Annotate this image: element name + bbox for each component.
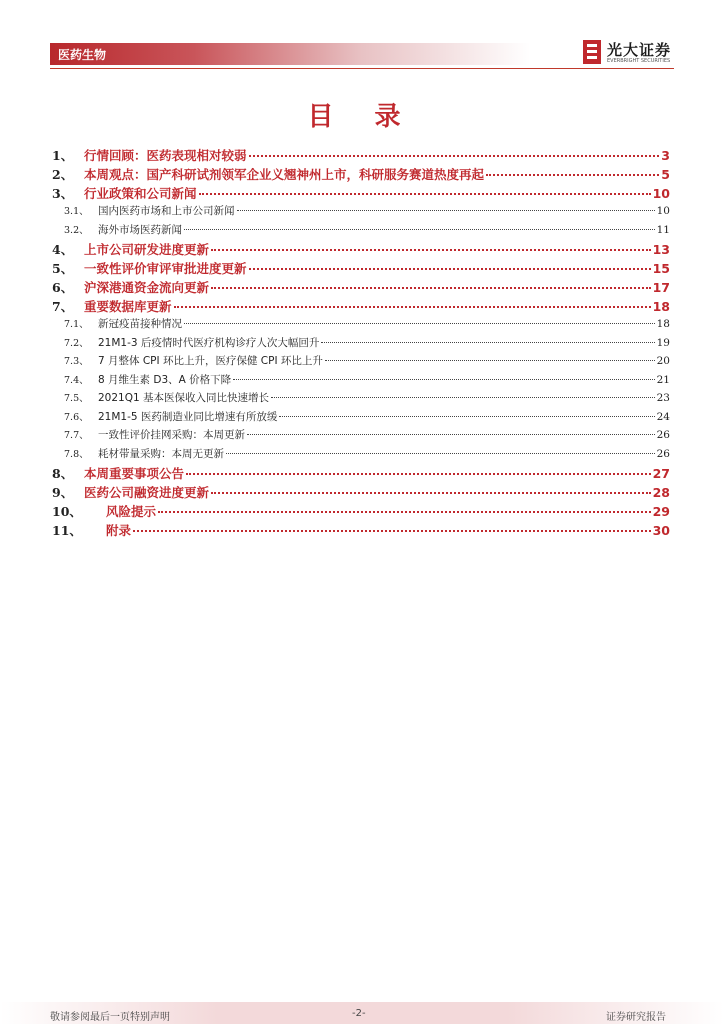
toc-dot-leader [247, 434, 655, 435]
toc-dot-leader [211, 492, 651, 494]
company-logo [583, 38, 683, 68]
toc-entry-number: 7.8、 [64, 448, 89, 460]
logo-subtext: EVERBRIGHT SECURITIES [607, 58, 671, 64]
toc-dot-leader [249, 155, 660, 157]
toc-entry-label: 国内医药市场和上市公司新闻 [98, 205, 235, 217]
toc-dot-leader [271, 397, 655, 398]
toc-entry-number: 3.1、 [64, 206, 89, 217]
toc-entry[interactable] [52, 464, 670, 483]
toc-entry-label: 21M1-3 后疫情时代医疗机构诊疗人次大幅回升 [98, 336, 320, 349]
toc-entry-label: 本周观点：国产科研试剂领军企业义翘神州上市，科研服务赛道热度再起 [84, 167, 485, 182]
section-label: 医药生物 [58, 48, 107, 62]
toc-entry-label: 上市公司研发进度更新 [84, 242, 210, 257]
toc-entry-number: 8、 [52, 466, 74, 481]
toc-entry-number: 11、 [52, 523, 82, 538]
toc-entry[interactable] [52, 297, 670, 316]
toc-entry[interactable] [52, 184, 670, 203]
toc-entry[interactable] [52, 240, 670, 259]
toc-entry-label: 附录 [106, 523, 132, 538]
toc-entry[interactable] [52, 483, 670, 502]
toc-entry-number: 7.3、 [64, 356, 89, 367]
toc-entry[interactable] [52, 335, 670, 354]
footer-disclaimer: 敬请参阅最后一页特别声明 [50, 1012, 170, 1023]
toc-entry-label: 行业政策和公司新闻 [84, 186, 197, 201]
toc-entry-page: 26 [656, 447, 670, 460]
toc-entry-page: 3 [661, 148, 670, 163]
toc-dot-leader [279, 416, 654, 417]
toc-entry[interactable] [52, 259, 670, 278]
toc-entry-label: 耗材带量采购：本周无更新 [98, 447, 224, 460]
toc-dot-leader [237, 210, 655, 211]
toc-entry-page: 30 [652, 523, 670, 538]
toc-dot-leader [158, 511, 651, 513]
footer-report-type: 证券研究报告 [606, 1012, 666, 1023]
toc-entry-page: 18 [656, 318, 670, 330]
toc-entry-page: 15 [652, 261, 670, 276]
toc-entry-number: 7.5、 [64, 393, 89, 404]
toc-entry-number: 5、 [52, 261, 74, 276]
logo-mark-icon [583, 40, 601, 64]
toc-entry-label: 重要数据库更新 [84, 299, 172, 314]
toc-entry-label: 7 月整体 CPI 环比上升，医疗保健 CPI 环比上升 [98, 355, 323, 367]
toc-entry-label: 本周重要事项公告 [84, 466, 185, 481]
toc-dot-leader [486, 174, 659, 176]
toc-entry[interactable] [52, 502, 670, 521]
toc-entry-page: 21 [656, 373, 670, 386]
toc-entry-label: 行情回顾：医药表现相对较弱 [84, 148, 247, 163]
page-number: -2- [352, 1008, 366, 1019]
toc-entry-page: 18 [652, 299, 670, 314]
toc-dot-leader [249, 268, 651, 270]
toc-entry-number: 3、 [52, 186, 74, 201]
toc-entry[interactable] [52, 390, 670, 409]
toc-dot-leader [211, 287, 651, 289]
toc-entry-number: 2、 [52, 167, 74, 182]
toc-entry-number: 7.6、 [64, 411, 89, 423]
toc-entry-label: 沪深港通资金流向更新 [84, 280, 210, 295]
toc-entry-number: 7.7、 [64, 430, 89, 441]
toc-dot-leader [325, 360, 655, 361]
toc-entry-number: 10、 [52, 504, 82, 519]
toc-entry-label: 海外市场医药新闻 [98, 223, 182, 236]
toc-entry-page: 26 [656, 429, 670, 441]
toc-entry-page: 28 [652, 485, 670, 500]
toc-entry-page: 10 [656, 205, 670, 217]
toc-entry-label: 一致性评价审评审批进度更新 [84, 261, 247, 276]
toc-entry-number: 7、 [52, 299, 74, 314]
header-band [50, 43, 530, 65]
toc-dot-leader [226, 453, 655, 454]
toc-entry-number: 7.4、 [64, 374, 89, 386]
toc-entry[interactable] [52, 409, 670, 428]
toc-dot-leader [233, 379, 654, 380]
toc-dot-leader [199, 193, 651, 195]
toc-entry[interactable] [52, 278, 670, 297]
toc-entry-label: 21M1-5 医药制造业同比增速有所放缓 [98, 410, 278, 423]
toc-dot-leader [321, 342, 654, 343]
toc-entry[interactable] [52, 316, 670, 335]
toc-entry-page: 20 [656, 355, 670, 367]
toc-entry-label: 新冠疫苗接种情况 [98, 318, 182, 330]
logo-text: 光大证券 [607, 41, 672, 59]
toc-entry[interactable] [52, 427, 670, 446]
toc-entry[interactable] [52, 521, 670, 540]
toc-entry-page: 27 [652, 466, 670, 481]
toc-entry[interactable] [52, 165, 670, 184]
toc-entry-label: 8 月维生素 D3、A 价格下降 [98, 373, 232, 386]
toc-entry-page: 17 [652, 280, 670, 295]
toc-entry-page: 29 [652, 504, 670, 519]
page-title: 目 录 [307, 102, 417, 132]
toc-entry-number: 7.2、 [64, 337, 89, 349]
toc-entry-page: 11 [656, 223, 670, 236]
toc-entry-label: 医药公司融资进度更新 [84, 485, 210, 500]
toc-entry[interactable] [52, 446, 670, 465]
toc-entry-page: 5 [661, 167, 670, 182]
toc-dot-leader [133, 530, 651, 532]
toc-entry-label: 2021Q1 基本医保收入同比快速增长 [98, 392, 270, 404]
toc-entry-number: 7.1、 [64, 319, 89, 330]
toc-entry-page: 19 [656, 336, 670, 349]
toc-entry-page: 23 [656, 392, 670, 404]
table-of-contents [52, 146, 670, 540]
toc-entry-page: 10 [652, 186, 670, 201]
toc-dot-leader [174, 306, 651, 308]
toc-entry-label: 一致性评价挂网采购：本周更新 [98, 429, 245, 441]
toc-entry[interactable] [52, 372, 670, 391]
toc-entry-number: 3.2、 [64, 224, 89, 236]
toc-entry[interactable] [52, 146, 670, 165]
toc-dot-leader [184, 323, 655, 324]
toc-entry-page: 13 [652, 242, 670, 257]
toc-entry-page: 24 [656, 410, 670, 423]
toc-entry-number: 6、 [52, 280, 74, 295]
toc-entry-number: 1、 [52, 148, 74, 163]
toc-dot-leader [211, 249, 651, 251]
toc-dot-leader [184, 229, 655, 230]
header-divider [50, 68, 674, 69]
toc-entry[interactable] [52, 222, 670, 241]
toc-entry[interactable] [52, 203, 670, 222]
toc-dot-leader [186, 473, 651, 475]
toc-entry-number: 4、 [52, 242, 74, 257]
toc-entry-label: 风险提示 [106, 504, 157, 519]
toc-entry-number: 9、 [52, 485, 74, 500]
toc-entry[interactable] [52, 353, 670, 372]
